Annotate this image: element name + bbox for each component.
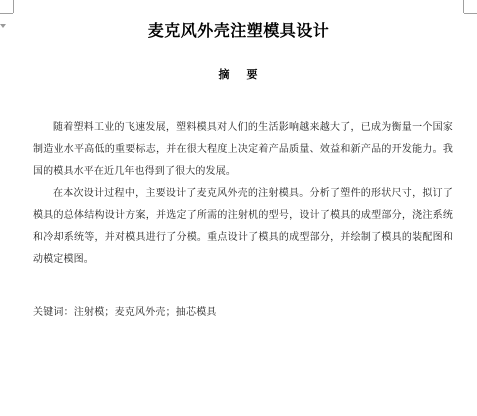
margin-corner-mark — [0, 13, 13, 14]
document-title: 麦克风外壳注塑模具设计 — [147, 21, 330, 40]
abstract-heading-char: 摘 — [218, 68, 231, 81]
margin-corner-mark — [464, 13, 477, 14]
abstract-heading-char: 要 — [246, 68, 259, 81]
margin-corner-mark — [463, 0, 464, 13]
abstract-body — [33, 117, 453, 271]
margin-corner-mark — [13, 0, 14, 13]
abstract-heading — [0, 66, 477, 82]
abstract-paragraph: 在本次设计过程中，主要设计了麦克风外壳的注射模具。分析了塑件的形状尺寸，拟订了模具的总体结构设计方案，并选定了所需的注射机的型号，设计了模具的成型部分，浇注系统和冷却系统等，并对模具进行了分模。重点设计了模具的成型部分，并绘制了模具的装配图和动模定模图。 — [33, 188, 453, 265]
keywords-line: 关键词：注射模；麦克风外壳；抽芯模具 — [33, 307, 217, 318]
abstract-paragraph: 随着塑料工业的飞速发展，塑料模具对人们的生活影响越来越大了，已成为衡量一个国家制造业水平高低的重要标志，并在很大程度上决定着产品质量、效益和新产品的开发能力。我国的模具水平在近几年也得到了很大的发展。 — [33, 122, 453, 177]
